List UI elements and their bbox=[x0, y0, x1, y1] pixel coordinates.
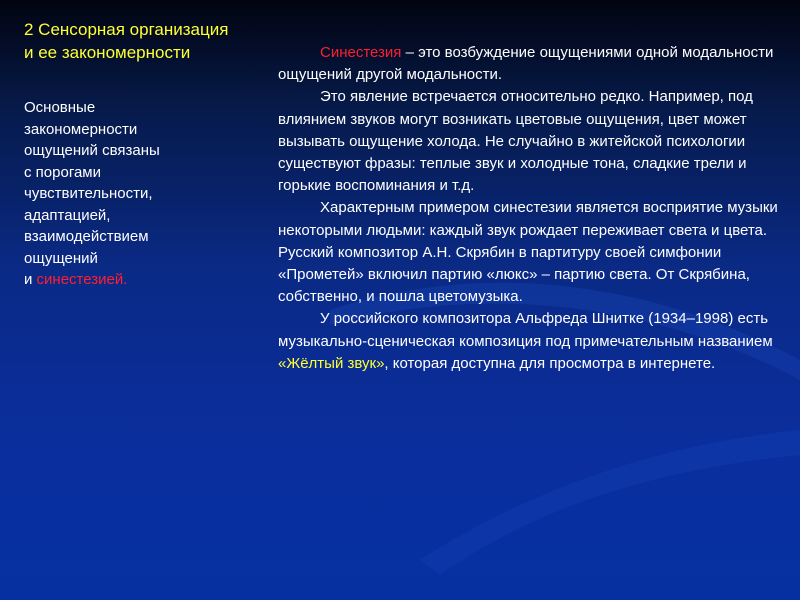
left-line: закономерности bbox=[24, 120, 138, 138]
left-summary-text bbox=[24, 97, 224, 291]
schnittke-text: У российского композитора Альфреда Шнитке (1934–1998) есть музыкально-сценическая композиция под примечательным названием bbox=[278, 310, 773, 350]
left-line: Основные bbox=[24, 99, 96, 116]
left-line: взаимодействием bbox=[24, 228, 149, 245]
title-line-1: 2 Сенсорная организация bbox=[24, 20, 229, 39]
title-line-2: и ее закономерности bbox=[24, 43, 191, 62]
paragraph-schnittke bbox=[278, 308, 778, 375]
left-line: адаптацией, bbox=[24, 206, 111, 224]
left-line: с порогами bbox=[24, 163, 101, 181]
left-line: чувствительности, bbox=[24, 185, 153, 202]
left-last-prefix: и bbox=[24, 271, 37, 288]
right-body-text bbox=[278, 42, 778, 375]
synesthesia-term: Синестезия bbox=[320, 44, 402, 61]
left-line: ощущений связаны bbox=[24, 142, 160, 159]
left-line-last bbox=[24, 269, 224, 291]
yellow-sound-title: «Жёлтый звук» bbox=[278, 354, 385, 372]
schnittke-rest: , которая доступна для просмотра в интернете. bbox=[384, 354, 716, 372]
paragraph-definition bbox=[278, 42, 778, 86]
definition-text: – это возбуждение ощущениями одной модальности ощущений другой модальности. bbox=[278, 44, 774, 84]
left-line: ощущений bbox=[24, 249, 98, 267]
slide-title bbox=[24, 18, 228, 64]
synesthesia-highlight: синестезией. bbox=[36, 271, 128, 288]
paragraph-scriabin: Характерным примером синестезии является восприятие музыки некоторыми людьми: каждый звук рождает переживает света и цвета. Русский композитор А.Н. Скрябин в партитуру своей симфонии «Прометей» включил партию «люкс» – партию света. От Скрябина, собственно, и пошла цветомузыка. bbox=[278, 199, 778, 306]
paragraph-rarity: Это явление встречается относительно редко. Например, под влиянием звуков могут возникать цветовые ощущения, цвет может вызывать ощущение холода. Не случайно в житейской психологии существуют фразы: теплые звук и холодные тона, сладкие трели и горькие воспоминания и т.д. bbox=[278, 88, 753, 195]
